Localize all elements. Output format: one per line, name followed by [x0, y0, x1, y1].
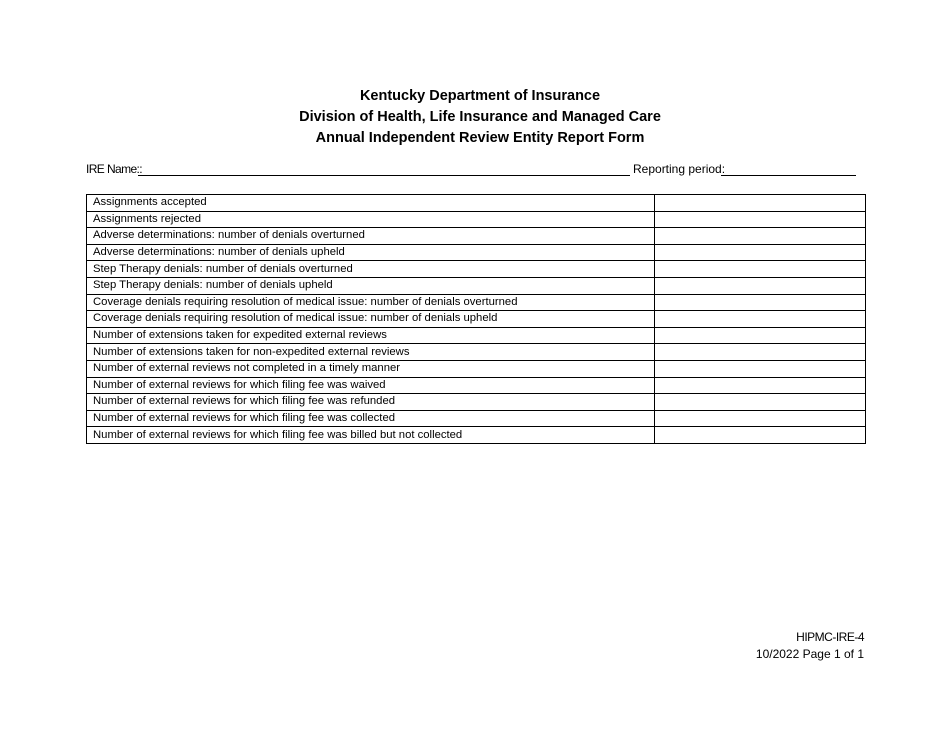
table-row: [87, 327, 866, 344]
table-row: [87, 410, 866, 427]
reporting-period-field[interactable]: [721, 175, 856, 176]
row-label: Coverage denials requiring resolution of medical issue: number of denials upheld: [87, 311, 655, 328]
row-value-field[interactable]: [655, 211, 866, 228]
row-label: Adverse determinations: number of denials overturned: [87, 228, 655, 245]
row-label: Number of external reviews not completed in a timely manner: [87, 360, 655, 377]
row-value-field[interactable]: [655, 427, 866, 444]
row-label: Number of external reviews for which filing fee was collected: [87, 410, 655, 427]
document-footer: [756, 629, 864, 663]
row-value-field[interactable]: [655, 311, 866, 328]
row-label: Assignments accepted: [87, 195, 655, 212]
row-label: Number of external reviews for which filing fee was refunded: [87, 394, 655, 411]
row-label: Assignments rejected: [87, 211, 655, 228]
row-value-field[interactable]: [655, 410, 866, 427]
form-title: Annual Independent Review Entity Report Form: [315, 130, 645, 146]
table-row: [87, 427, 866, 444]
row-value-field[interactable]: [655, 327, 866, 344]
form-code: HIPMC-IRE-4: [796, 630, 864, 644]
row-value-field[interactable]: [655, 261, 866, 278]
row-value-field[interactable]: [655, 344, 866, 361]
table-row: [87, 360, 866, 377]
row-label: Number of external reviews for which filing fee was billed but not collected: [87, 427, 655, 444]
report-table: [86, 194, 866, 444]
table-row: [87, 311, 866, 328]
table-row: [87, 228, 866, 245]
table-row: [87, 261, 866, 278]
ire-name-label: IRE Name::: [86, 162, 143, 176]
table-row: [87, 394, 866, 411]
row-value-field[interactable]: [655, 294, 866, 311]
row-label: Coverage denials requiring resolution of medical issue: number of denials overturned: [87, 294, 655, 311]
division-title: Division of Health, Life Insurance and Managed Care: [299, 109, 661, 125]
table-row: [87, 244, 866, 261]
row-label: Step Therapy denials: number of denials upheld: [87, 277, 655, 294]
table-row: [87, 195, 866, 212]
table-row: [87, 377, 866, 394]
row-label: Adverse determinations: number of denials upheld: [87, 244, 655, 261]
table-row: [87, 344, 866, 361]
row-label: Number of external reviews for which filing fee was waived: [87, 377, 655, 394]
reporting-period-label: Reporting period:: [633, 162, 726, 176]
row-label: Step Therapy denials: number of denials overturned: [87, 261, 655, 278]
table-row: [87, 211, 866, 228]
document-header: [0, 86, 950, 149]
row-value-field[interactable]: [655, 244, 866, 261]
row-label: Number of extensions taken for expedited external reviews: [87, 327, 655, 344]
row-value-field[interactable]: [655, 360, 866, 377]
row-value-field[interactable]: [655, 394, 866, 411]
department-title: Kentucky Department of Insurance: [359, 88, 601, 104]
row-value-field[interactable]: [655, 228, 866, 245]
row-value-field[interactable]: [655, 277, 866, 294]
table-row: [87, 277, 866, 294]
page-info: 10/2022 Page 1 of 1: [755, 647, 864, 661]
row-value-field[interactable]: [655, 195, 866, 212]
row-value-field[interactable]: [655, 377, 866, 394]
row-label: Number of extensions taken for non-expedited external reviews: [87, 344, 655, 361]
ire-name-field[interactable]: [138, 175, 630, 176]
table-row: [87, 294, 866, 311]
